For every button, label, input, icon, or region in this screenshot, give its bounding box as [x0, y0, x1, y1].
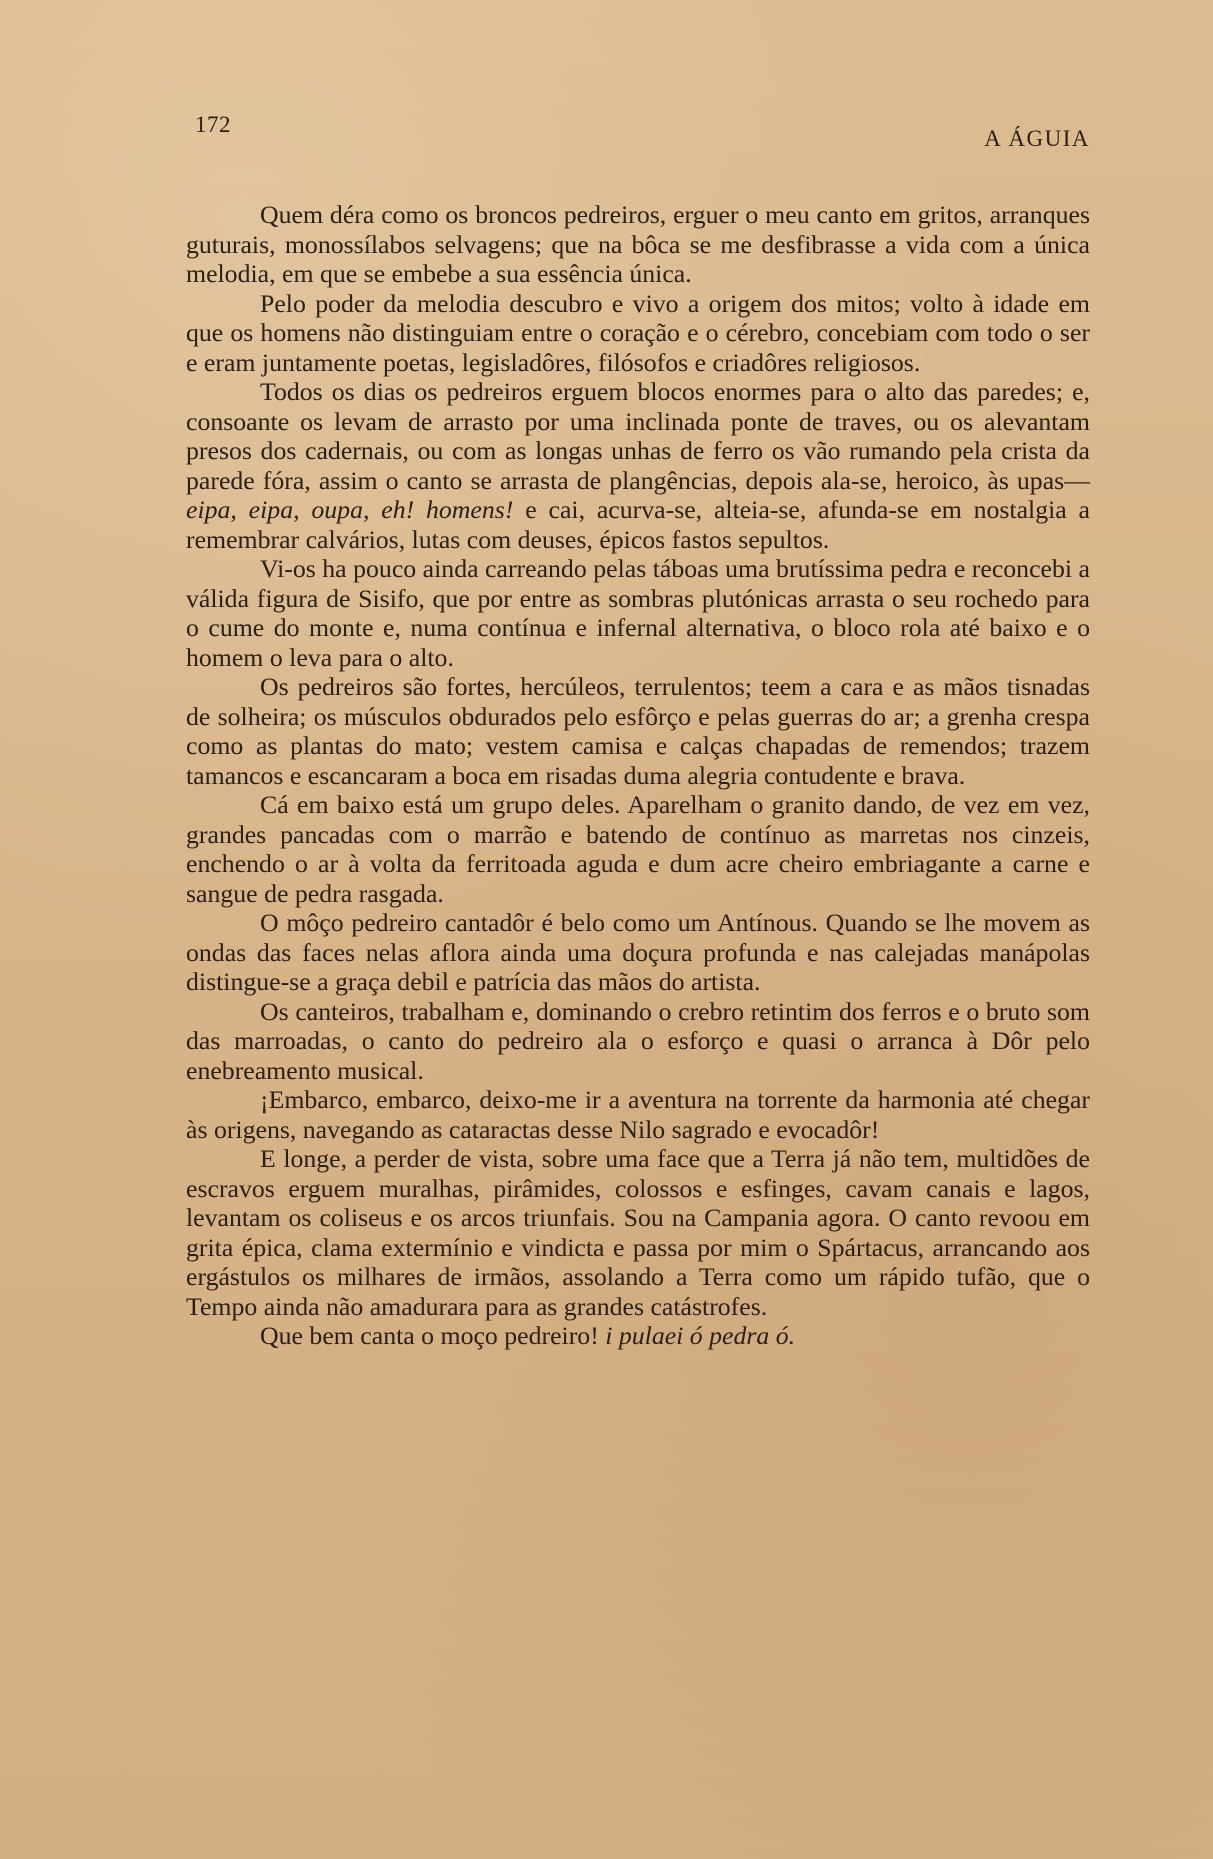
paragraph: [186, 672, 1090, 790]
paragraph: [186, 1085, 1090, 1144]
paragraph-text: Todos os dias os pedreiros erguem blocos enormes para o alto das paredes; e, consoante os levam de arrasto por uma inclinada ponte de traves, ou os alevantam presos dos cadernais, ou com as longas unhas de ferro os vão rumando pela crista da parede fóra, assim o canto se arrasta de plangências, depois ala-se, heroico, às upas—: [186, 377, 1090, 495]
paragraph-text: E longe, a perder de vista, sobre uma face que a Terra já não tem, multidões de escravos erguem muralhas, pirâmides, colossos e esfinges, cavam canais e lagos, levantam os coliseus e os arcos triunfais. Sou na Campania agora. O canto revoou em grita épica, clama extermínio e vindicta e passa por mim o Spártacus, arrancando aos ergástulos os milhares de irmãos, assolando a Terra como um rápido tufão, que o Tempo ainda não amadurara para as grandes catástrofes.: [186, 1144, 1090, 1321]
page-body: [186, 200, 1090, 1351]
paragraph-text: ¡Embarco, embarco, deixo-me ir a aventura na torrente da harmonia até chegar às origens, navegando as cataractas desse Nilo sagrado e evocadôr!: [186, 1085, 1090, 1144]
paragraph-text: Os pedreiros são fortes, hercúleos, terrulentos; teem a cara e as mãos tisnadas de solheira; os músculos obdurados pelo esfôrço e pelas guerras do ar; a grenha crespa como as plantas do mato; vestem camisa e calças chapadas de remendos; trazem tamancos e escancaram a boca em risadas duma alegria contudente e brava.: [186, 672, 1090, 790]
paragraph: [186, 997, 1090, 1086]
paragraph-text: e cai, acurva-se, alteia-se, afunda-se em nostalgia a remembrar calvários, lutas com deuses, épicos fastos sepultos.: [186, 495, 1090, 554]
page-header: [195, 112, 1090, 152]
paragraph: [186, 200, 1090, 289]
paragraph: [186, 790, 1090, 908]
paragraph-text: O môço pedreiro cantadôr é belo como um Antínous. Quando se lhe movem as ondas das faces nelas aflora ainda uma doçura profunda e nas calejadas manápolas distingue-se a graça debil e patrícia das mãos do artista.: [186, 908, 1090, 996]
paragraph: [186, 554, 1090, 672]
page-number: 172: [195, 112, 231, 137]
paragraph: [186, 1144, 1090, 1321]
paragraph: [186, 289, 1090, 378]
paragraph-text: Quem déra como os broncos pedreiros, erguer o meu canto em gritos, arranques guturais, monossílabos selvagens; que na bôca se me desfibrasse a vida com a única melodia, em que se embebe a sua essência única.: [186, 200, 1090, 288]
paragraph-text: Que bem canta o moço pedreiro!: [260, 1321, 606, 1350]
paragraph-text: Os canteiros, trabalham e, dominando o crebro retintim dos ferros e o bruto som das marroadas, o canto do pedreiro ala o esforço e quasi o arranca à Dôr pelo enebreamento musical.: [186, 996, 1090, 1085]
running-title: A ÁGUIA: [984, 126, 1090, 151]
paragraph-text: Cá em baixo está um grupo deles. Aparelham o granito dando, de vez em vez, grandes pancadas com o marrão e batendo de contínuo as marretas nos cinzeis, enchendo o ar à volta da ferritoada aguda e dum acre cheiro embriagante a carne e sangue de pedra rasgada.: [186, 790, 1090, 908]
italic-song-phrase: i pulaei ó pedra ó.: [605, 1321, 796, 1350]
paragraph: [186, 908, 1090, 997]
closing-paragraph: [186, 1321, 1090, 1351]
paragraph-text: Vi-os ha pouco ainda carreando pelas táboas uma brutíssima pedra e reconcebi a válida figura de Sisifo, que por entre as sombras plutónicas arrasta o seu rochedo para o cume do monte e, numa contínua e infernal alternativa, o bloco rola até baixo e o homem o leva para o alto.: [186, 554, 1090, 672]
italic-exclamation: eipa, eipa, oupa, eh! homens!: [186, 495, 514, 524]
paragraph-text: Pelo poder da melodia descubro e vivo a origem dos mitos; volto à idade em que os homens não distinguiam entre o coração e o cérebro, concebiam com todo o ser e eram juntamente poetas, legisladôres, filósofos e criadôres religiosos.: [186, 288, 1090, 377]
paragraph: [186, 377, 1090, 554]
